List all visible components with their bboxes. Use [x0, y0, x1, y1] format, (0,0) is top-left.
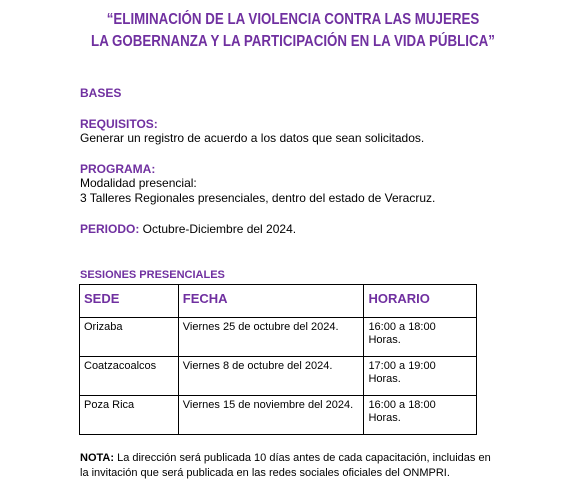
cell-sede: Coatzacoalcos — [80, 357, 179, 396]
horario-time: 16:00 a 18:00 — [368, 321, 436, 333]
periodo-label: PERIODO: — [80, 222, 140, 236]
horario-unit: Horas. — [368, 412, 401, 424]
document-title-line-1: “ELIMINACIÓN DE LA VIOLENCIA CONTRA LAS MUJERES — [106, 11, 480, 28]
table-row — [80, 318, 477, 357]
cell-horario — [364, 396, 477, 435]
cell-fecha: Viernes 25 de octubre del 2024. — [178, 318, 364, 357]
requisitos-heading: REQUISITOS: — [80, 117, 158, 131]
periodo-line — [80, 222, 296, 237]
table-row — [80, 357, 477, 396]
periodo-value: Octubre-Diciembre del 2024. — [139, 222, 297, 236]
nota-label: NOTA: — [80, 452, 115, 464]
horario-unit: Horas. — [368, 373, 401, 385]
bases-heading: BASES — [80, 86, 122, 100]
table-row — [80, 396, 477, 435]
cell-horario — [364, 357, 477, 396]
cell-fecha: Viernes 8 de octubre del 2024. — [178, 357, 364, 396]
cell-sede: Poza Rica — [80, 396, 179, 435]
programa-modalidad: Modalidad presencial: — [80, 176, 197, 190]
horario-unit: Horas. — [368, 334, 401, 346]
cell-sede: Orizaba — [80, 318, 179, 357]
cell-horario — [364, 318, 477, 357]
horario-time: 16:00 a 18:00 — [368, 399, 436, 411]
header-sede: SEDE — [80, 285, 179, 318]
sesiones-heading: SESIONES PRESENCIALES — [80, 269, 225, 281]
requisitos-text: Generar un registro de acuerdo a los datos que sean solicitados. — [80, 131, 425, 145]
header-fecha: FECHA — [178, 285, 364, 318]
programa-heading: PROGRAMA: — [80, 162, 156, 176]
horario-time: 17:00 a 19:00 — [368, 360, 436, 372]
nota-paragraph — [80, 451, 500, 481]
cell-fecha: Viernes 15 de noviembre del 2024. — [178, 396, 364, 435]
sessions-table — [79, 284, 477, 435]
document-title-line-2: LA GOBERNANZA Y LA PARTICIPACIÓN EN LA VIDA PÚBLICA” — [91, 33, 495, 50]
nota-text: La dirección será publicada 10 días antes de cada capacitación, incluidas en la invitación que será publicada en las redes sociales oficiales del ONMPRI. — [80, 452, 491, 479]
header-horario: HORARIO — [364, 285, 477, 318]
programa-talleres: 3 Talleres Regionales presenciales, dentro del estado de Veracruz. — [80, 191, 436, 205]
table-header-row — [80, 285, 477, 318]
